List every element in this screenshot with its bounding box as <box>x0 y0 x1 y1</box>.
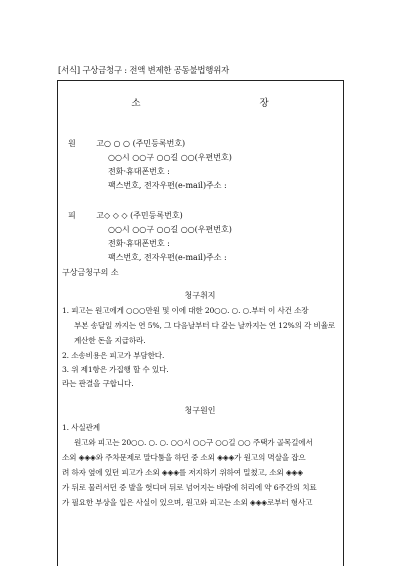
defendant-phone: 전화·휴대폰번호 : <box>108 239 170 248</box>
cause-line: 가 필요한 부상을 입은 사실이 있으며, 원고와 피고는 소외 ◈◈◈로부터 형사고 <box>62 498 313 507</box>
plaintiff-phone: 전화·휴대폰번호 : <box>108 167 170 176</box>
defendant-role: 피 고 <box>68 211 113 220</box>
cause-line: 소외 ◈◈◈와 주차문제로 말다툼을 하던 중 소외 ◈◈◈가 원고의 멱살을 잡으 <box>62 453 306 462</box>
purpose-line: 3. 위 제1항은 가집행 할 수 있다. <box>62 365 169 374</box>
form-caption: [서식] 구상금청구 : 전액 변제한 공동불법행위자 <box>58 65 229 75</box>
cause-line: 원고와 피고는 20○○. ○. ○. ○○시 ○○구 ○○길 ○○ 주택가 골목길에서 <box>74 438 313 447</box>
document-title: 소 장 <box>131 98 327 109</box>
defendant-line <box>68 210 183 221</box>
claim-name: 구상금청구의 소 <box>62 268 119 277</box>
defendant-address: ○○시 ○○구 ○○길 ○○(우편번호) <box>108 225 232 234</box>
cause-title: 청구원인 <box>184 406 216 415</box>
purpose-line: 2. 소송비용은 피고가 부담한다. <box>62 351 165 360</box>
plaintiff-line <box>68 138 185 149</box>
purpose-line: 1. 피고는 원고에게 ○○○만원 및 이에 대한 20○○. ○. ○.부터 이 사건 소장 <box>62 306 309 315</box>
cause-line: 가 뒤로 물러서던 중 발을 헛디뎌 뒤로 넘어지는 바람에 허리에 약 6주간의 치료 <box>62 483 317 492</box>
purpose-line: 라는 판결을 구합니다. <box>62 379 134 388</box>
defendant-fax-email: 팩스번호, 전자우편(e-mail)주소 : <box>108 253 227 262</box>
plaintiff-address: ○○시 ○○구 ○○길 ○○(우편번호) <box>108 153 232 162</box>
plaintiff-role: 원 고 <box>68 139 113 148</box>
plaintiff-fax-email: 팩스번호, 전자우편(e-mail)주소 : <box>108 181 227 190</box>
plaintiff-name: ○ ○ ○ (주민등록번호) <box>104 139 186 148</box>
purpose-line: 계산한 돈을 지급하라. <box>74 336 146 345</box>
cause-line: 려 하자 옆에 있던 피고가 소외 ◈◈◈를 저지하기 위하여 밀쳤고, 소외 ◈◈◈ <box>62 468 303 477</box>
purpose-line: 부본 송달일 까지는 연 5%, 그 다음날부터 다 갚는 날까지는 연 12%의 각 비율로 <box>74 321 336 330</box>
purpose-title: 청구취지 <box>184 291 216 300</box>
cause-subtitle: 1. 사실관계 <box>62 423 100 432</box>
defendant-name: ◇ ◇ ◇ (주민등록번호) <box>104 211 183 220</box>
